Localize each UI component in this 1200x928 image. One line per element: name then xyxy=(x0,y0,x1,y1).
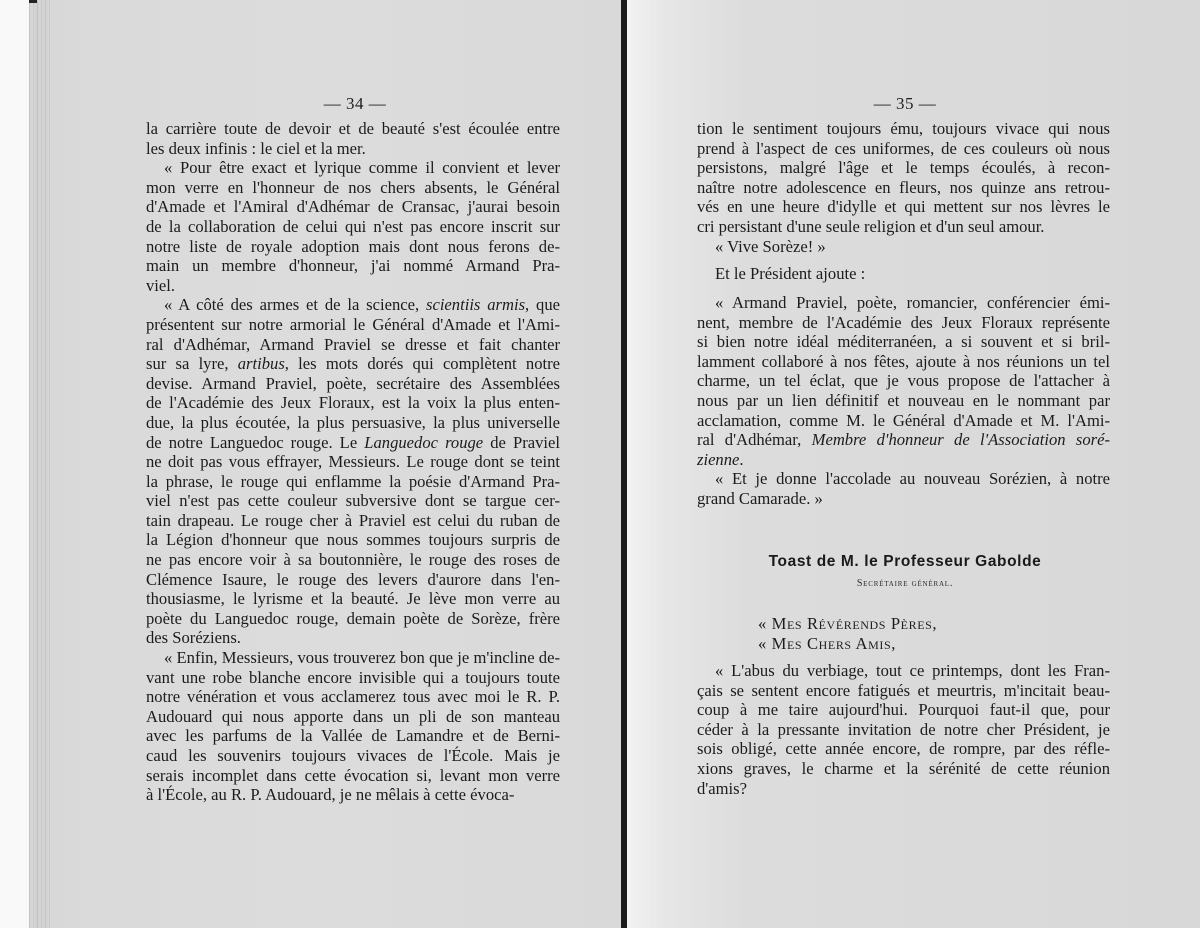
text-line: sois obligé, cette année encore, de rompre, par des réfle- xyxy=(697,739,1110,759)
text-line: poète du Languedoc rouge, demain poète de Sorèze, frère xyxy=(146,608,560,628)
section-title: Toast de M. le Professeur Gabolde xyxy=(768,553,1042,570)
text-line: caud les souvenirs toujours vivaces de l'École. Mais je xyxy=(146,746,560,765)
scan-artifact xyxy=(29,0,37,3)
text-line: ral d'Adhémar, Armand Praviel se dresse et fait chanter xyxy=(146,334,560,354)
president-speech xyxy=(697,293,1110,509)
italic-text: scientiis armis xyxy=(426,295,526,315)
text-line: de l'Académie des Jeux Floraux, est la voix la plus enten- xyxy=(146,393,560,413)
text-line: avec les parfums de la Vallée de Lamandre et de Berni- xyxy=(146,726,560,746)
text-line: « Pour être exact et lyrique comme il convient et lever xyxy=(164,158,560,178)
paragraph xyxy=(697,237,1110,257)
paragraph xyxy=(146,119,560,158)
text-line: mon verre en l'honneur de nos chers absents, le Général xyxy=(146,177,560,197)
text-line: cri persistant d'une seule religion et d'un seul amour. xyxy=(697,216,1045,236)
text-line: tion le sentiment toujours ému, toujours vivace qui nous xyxy=(697,119,1110,138)
text-line: d'Amade et l'Amiral d'Adhémar de Cransac, j'aurai besoin xyxy=(146,197,560,217)
text-line: viel n'est pas cette couleur subversive dont se targue cer- xyxy=(146,491,560,511)
text-line: nent, membre de l'Académie des Jeux Floraux représente xyxy=(697,312,1110,332)
text-line: d'amis? xyxy=(697,778,747,798)
text-line: de la collaboration de celui qui n'est pas encore inscrit sur xyxy=(146,216,560,236)
page-edge-lines xyxy=(29,0,51,928)
text-line: serais incomplet dans cette évocation si, levant mon verre xyxy=(146,765,560,785)
text-line: zienne. xyxy=(697,449,744,469)
text-line: viel. xyxy=(146,275,176,295)
text-line: persistons, malgré l'âge et le temps écoulés, à recon- xyxy=(697,158,1110,178)
text-line: si bien notre idéal méditerranéen, a si souvent et si bril- xyxy=(697,332,1110,352)
paragraph xyxy=(146,295,560,648)
text-line: vés en une heure d'idylle et qui mettent sur nos lèvres le xyxy=(697,197,1110,217)
president-intro xyxy=(715,264,1015,284)
text-line: Clémence Isaure, le rouge des levers d'aurore dans l'en- xyxy=(146,569,560,589)
paragraph xyxy=(146,158,560,295)
text-line: thousiasme, le lyrisme et la beauté. Je lève mon verre au xyxy=(146,589,560,609)
text-line: présentent sur notre armorial le Général d'Amade et l'Ami- xyxy=(146,314,560,334)
text-line: des Soréziens. xyxy=(146,628,241,648)
right-page-text-intro xyxy=(697,119,1110,256)
italic-text: zienne xyxy=(697,449,740,469)
text-line: main un membre d'honneur, j'ai nommé Armand Pra- xyxy=(146,256,560,276)
text-line: nous par un lien définitif et nouveau en le nommant par xyxy=(697,390,1110,410)
text-line: prend à l'aspect de ces uniformes, de ces couleurs où nous xyxy=(697,138,1110,158)
text-line: « Armand Praviel, poète, romancier, conférencier émi- xyxy=(715,293,1110,312)
text-line: coup à me taire aujourd'hui. Pourquoi faut-il que, pour xyxy=(697,700,1110,720)
text-line: céder à la pressante invitation de notre cher Président, je xyxy=(697,719,1110,739)
text-line: « Et je donne l'accolade au nouveau Sorézien, à notre xyxy=(715,469,1110,489)
text-line: ne doit pas vous effrayer, Messieurs. Le rouge dont se teint xyxy=(146,452,560,472)
text-line: lamment collaboré à nos fêtes, ajoute à nos réunions un tel xyxy=(697,351,1110,371)
text-line: de notre Languedoc rouge. Le Languedoc rouge de Praviel xyxy=(146,432,560,452)
text-line: les deux infinis : le ciel et la mer. xyxy=(146,138,366,158)
toast-speech xyxy=(697,661,1110,798)
text-line: ne pas encore voir à sa boutonnière, le rouge des roses de xyxy=(146,550,560,570)
paragraph xyxy=(697,469,1110,508)
text-line: devise. Armand Praviel, poète, secrétaire des Assemblées xyxy=(146,373,560,393)
salutation-1: « Mes Révérends Pères, xyxy=(758,614,938,633)
text-line: la phrase, le rouge qui enflamme la poésie d'Armand Pra- xyxy=(146,471,560,491)
page-number-right: — 35 — xyxy=(873,94,937,113)
text-line: due, la plus écoutée, la plus persuasive, la plus universelle xyxy=(146,412,560,432)
president-intro-text: Et le Président ajoute : xyxy=(715,264,866,283)
italic-text: Languedoc rouge xyxy=(364,432,484,452)
text-line: « Vive Sorèze! » xyxy=(715,236,826,256)
italic-text: artibus xyxy=(237,354,285,374)
text-line: « L'abus du verbiage, tout ce printemps, dont les Fran- xyxy=(715,661,1110,680)
text-line: tain drapeau. Le rouge cher à Praviel est celui du ruban de xyxy=(146,510,560,530)
text-line: notre vénération et vous acclamerez tous avec moi le R. P. xyxy=(146,687,560,707)
text-line: xions graves, le charme et la sérénité de cette réunion xyxy=(697,758,1110,778)
text-line: acclamation, comme M. le Général d'Amade et M. l'Ami- xyxy=(697,410,1110,430)
text-line: « Enfin, Messieurs, vous trouverez bon que je m'incline de- xyxy=(164,648,560,668)
salutation-2: « Mes Chers Amis, xyxy=(758,634,896,653)
text-line: notre liste de royale adoption mais dont nous ferons de- xyxy=(146,236,560,256)
text-line: ral d'Adhémar, Membre d'honneur de l'Association soré- xyxy=(697,430,1111,450)
text-line: çais se sentent encore fatigués et meurtris, m'incitait beau- xyxy=(697,680,1110,700)
section-subtitle: Secrétaire général. xyxy=(856,578,954,589)
left-page-text xyxy=(146,119,560,805)
paragraph xyxy=(697,661,1110,798)
text-line: sur sa lyre, artibus, les mots dorés qui complètent notre xyxy=(146,354,560,374)
text-line: à l'École, au R. P. Audouard, je ne mêlais à cette évoca- xyxy=(146,785,515,805)
text-line: naître notre adolescence en fleurs, nos quinze ans retrou- xyxy=(697,177,1110,197)
text-line: la Légion d'honneur que nous sommes toujours surpris de xyxy=(146,530,560,550)
text-line: charme, un tel éclat, que je vous propose de l'attacher à xyxy=(697,371,1110,391)
scan-margin xyxy=(0,0,29,928)
paragraph xyxy=(697,119,1110,237)
page-number-left: — 34 — xyxy=(323,94,387,113)
paragraph xyxy=(146,648,560,805)
italic-text: Membre d'honneur de l'Association soré- xyxy=(811,430,1111,450)
paragraph xyxy=(697,293,1110,469)
text-line: la carrière toute de devoir et de beauté s'est écoulée entre xyxy=(146,119,560,138)
text-line: Audouard qui nous apporte dans un pli de son manteau xyxy=(146,706,560,726)
text-line: grand Camarade. » xyxy=(697,488,823,508)
text-line: vant une robe blanche encore invisible qui a toujours toute xyxy=(146,667,560,687)
text-line: « A côté des armes et de la science, scientiis armis, que xyxy=(164,295,560,315)
